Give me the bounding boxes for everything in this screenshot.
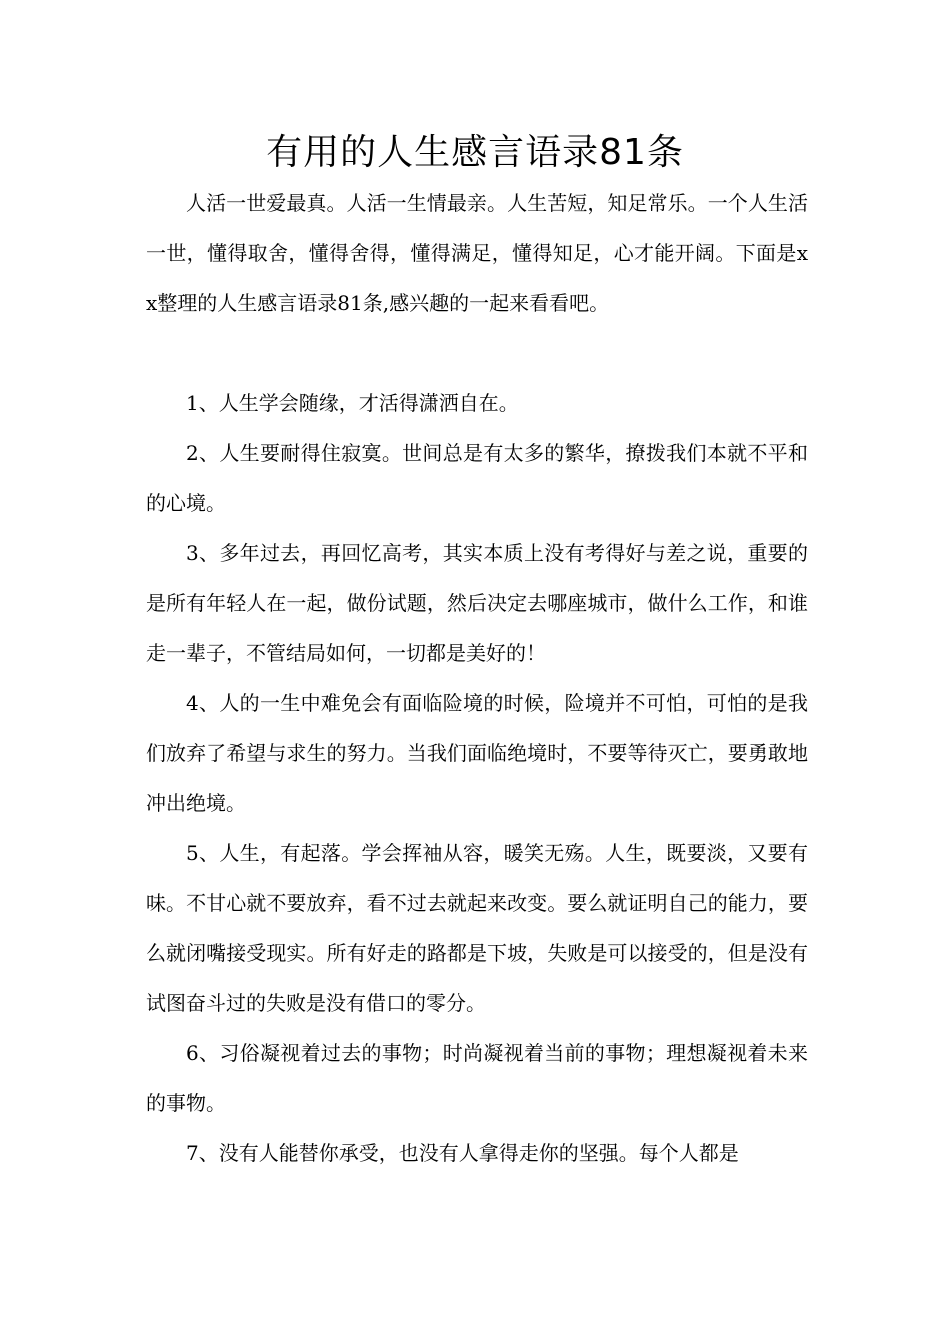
quote-item-7: 7、没有人能替你承受，也没有人拿得走你的坚强。每个人都是 <box>186 1141 739 1165</box>
quote-item-1: 1、人生学会随缘，才活得潇洒自在。 <box>186 391 519 415</box>
intro-paragraph: 人活一世爱最真。人活一生情最亲。人生苦短，知足常乐。一个人生活一世，懂得取舍，懂得舍得，懂得满足，懂得知足，心才能开阔。下面是xx整理的人生感言语录81条,感兴趣的一起来看看吧。 <box>146 191 808 315</box>
quote-item-5: 5、人生，有起落。学会挥袖从容，暖笑无殇。人生，既要淡，又要有味。不甘心就不要放弃，看不过去就起来改变。要么就证明自己的能力，要么就闭嘴接受现实。所有好走的路都是下坡，失败是可以接受的，但是没有试图奋斗过的失败是没有借口的零分。 <box>146 841 808 1015</box>
paragraph-gap <box>146 328 808 378</box>
document-title: 有用的人生感言语录81条 <box>266 132 684 173</box>
document-body <box>146 178 808 1178</box>
quote-item-3: 3、多年过去，再回忆高考，其实本质上没有考得好与差之说，重要的是所有年轻人在一起，做份试题，然后决定去哪座城市，做什么工作，和谁走一辈子，不管结局如何，一切都是美好的！ <box>146 541 808 665</box>
quote-item-2: 2、人生要耐得住寂寞。世间总是有太多的繁华，撩拨我们本就不平和的心境。 <box>146 441 808 515</box>
quote-item-6: 6、习俗凝视着过去的事物；时尚凝视着当前的事物；理想凝视着未来的事物。 <box>146 1041 808 1115</box>
quote-item-4: 4、人的一生中难免会有面临险境的时候，险境并不可怕，可怕的是我们放弃了希望与求生的努力。当我们面临绝境时，不要等待灭亡，要勇敢地冲出绝境。 <box>146 691 808 815</box>
